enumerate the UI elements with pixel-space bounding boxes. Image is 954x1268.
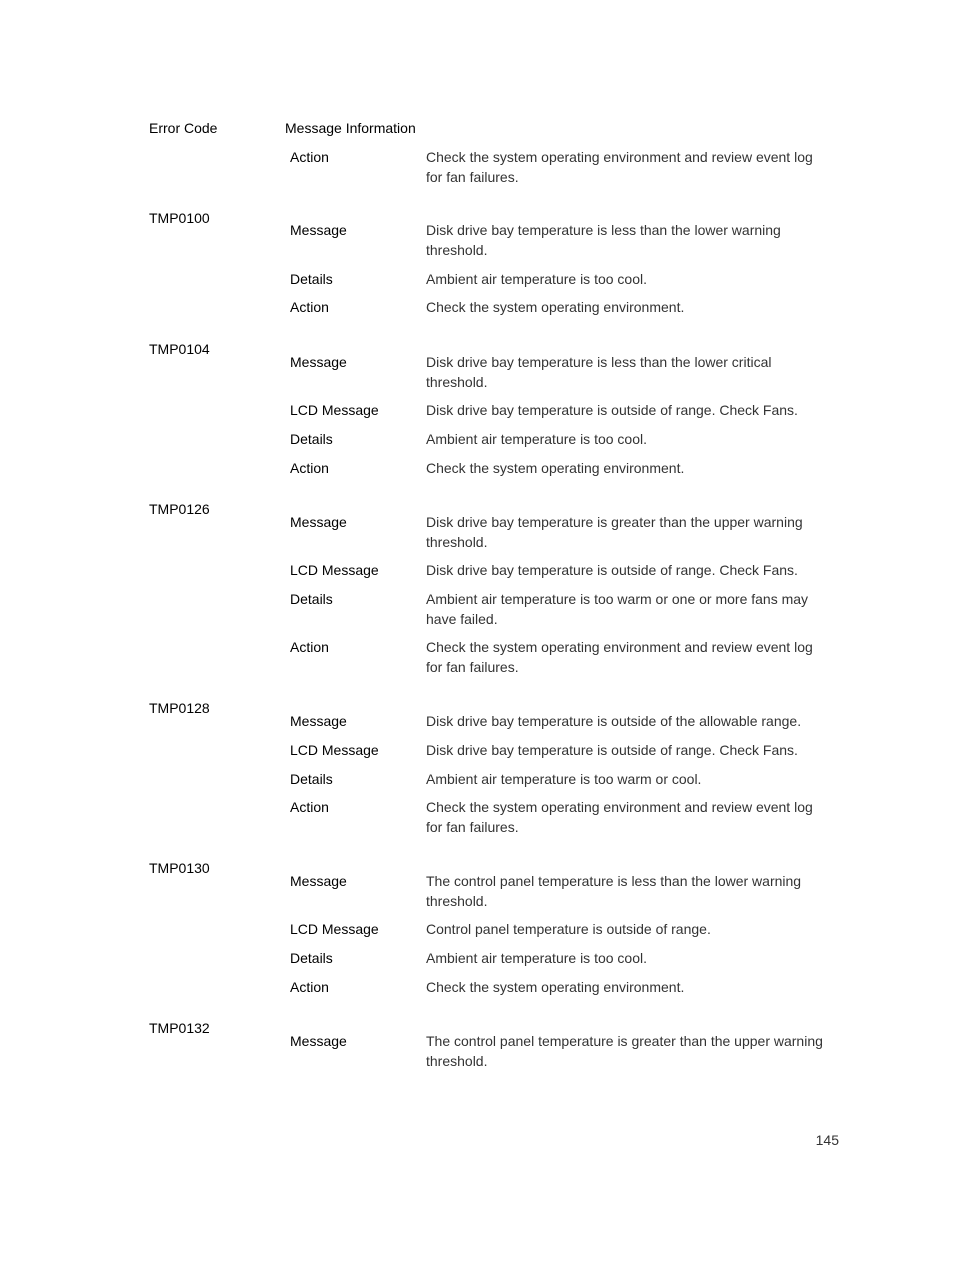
error-code-tmp0132: TMP0132 xyxy=(149,1020,210,1036)
row-value: Ambient air temperature is too cool. xyxy=(426,431,647,447)
row-label: Action xyxy=(290,460,329,476)
row-label: Details xyxy=(290,431,333,447)
row-value: Check the system operating environment. xyxy=(426,979,685,995)
error-code-tmp0100: TMP0100 xyxy=(149,210,210,226)
row-label: Message xyxy=(290,1033,347,1049)
row-label: Message xyxy=(290,713,347,729)
row-value: Check the system operating environment and review event log for fan failures. xyxy=(426,639,813,675)
row-label: Action xyxy=(290,149,329,165)
row-label: Action xyxy=(290,979,329,995)
row-value: Disk drive bay temperature is greater than the upper warning threshold. xyxy=(426,514,803,550)
row-label: Message xyxy=(290,222,347,238)
row-value: Control panel temperature is outside of range. xyxy=(426,921,711,937)
row-value: Check the system operating environment. xyxy=(426,299,685,315)
row-label: Details xyxy=(290,771,333,787)
row-label: LCD Message xyxy=(290,742,379,758)
row-label: Message xyxy=(290,514,347,530)
row-value: Disk drive bay temperature is outside of range. Check Fans. xyxy=(426,402,798,418)
row-value: Ambient air temperature is too warm or cool. xyxy=(426,771,702,787)
error-code-header: Error Code xyxy=(149,120,218,136)
row-label: LCD Message xyxy=(290,921,379,937)
row-value: Disk drive bay temperature is outside of range. Check Fans. xyxy=(426,742,798,758)
row-value: Disk drive bay temperature is less than the lower warning threshold. xyxy=(426,222,781,258)
row-label: Action xyxy=(290,299,329,315)
row-label: LCD Message xyxy=(290,402,379,418)
row-label: Details xyxy=(290,950,333,966)
row-value: Check the system operating environment and review event log for fan failures. xyxy=(426,799,813,835)
row-label: Message xyxy=(290,873,347,889)
row-label: Action xyxy=(290,799,329,815)
error-code-tmp0128: TMP0128 xyxy=(149,700,210,716)
row-value: The control panel temperature is greater than the upper warning threshold. xyxy=(426,1033,823,1069)
row-value: Disk drive bay temperature is less than the lower critical threshold. xyxy=(426,354,772,390)
message-information-header: Message Information xyxy=(285,120,416,136)
row-value: Ambient air temperature is too cool. xyxy=(426,950,647,966)
row-value: Ambient air temperature is too cool. xyxy=(426,271,647,287)
row-label: Action xyxy=(290,639,329,655)
row-value: Disk drive bay temperature is outside of the allowable range. xyxy=(426,713,802,729)
row-value: Ambient air temperature is too warm or one or more fans may have failed. xyxy=(426,591,809,627)
error-code-tmp0126: TMP0126 xyxy=(149,501,210,517)
row-value: Check the system operating environment and review event log for fan failures. xyxy=(426,149,813,185)
row-value: The control panel temperature is less than the lower warning threshold. xyxy=(426,873,802,909)
row-value: Check the system operating environment. xyxy=(426,460,685,476)
row-value: Disk drive bay temperature is outside of range. Check Fans. xyxy=(426,562,798,578)
error-code-tmp0104: TMP0104 xyxy=(149,341,210,357)
row-label: Details xyxy=(290,271,333,287)
row-label: Message xyxy=(290,354,347,370)
error-code-tmp0130: TMP0130 xyxy=(149,860,210,876)
row-label: Details xyxy=(290,591,333,607)
page-number: 145 xyxy=(815,1132,839,1148)
row-label: LCD Message xyxy=(290,562,379,578)
